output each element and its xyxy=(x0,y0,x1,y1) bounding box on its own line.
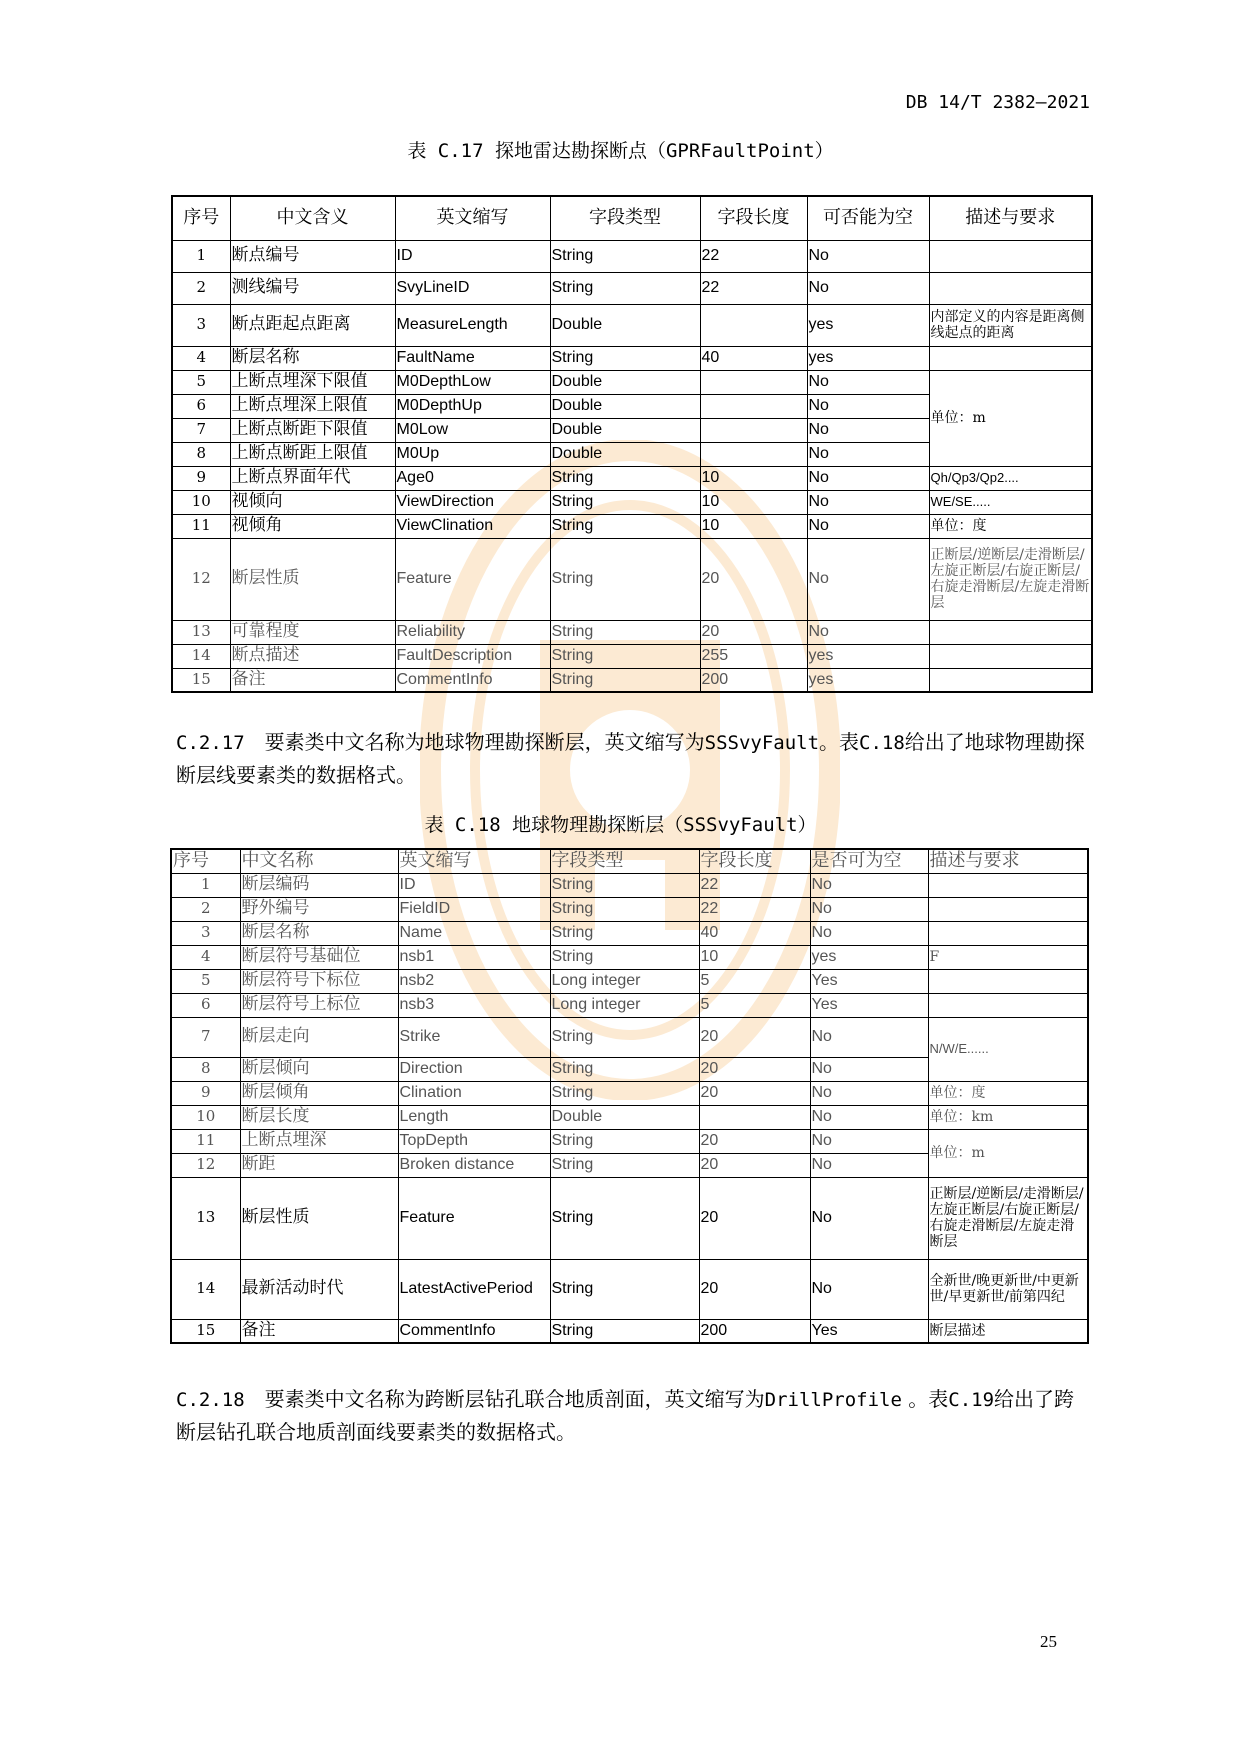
caption-title: 地球物理勘探断层 xyxy=(512,814,665,836)
row-desc: N/W/E...... xyxy=(928,1017,1088,1081)
row-en-abbr: Direction xyxy=(398,1057,550,1081)
row-no: 4 xyxy=(171,945,240,969)
row-no: 12 xyxy=(172,538,230,620)
row-desc: 单位：度 xyxy=(929,514,1092,538)
row-type: String xyxy=(550,514,700,538)
row-type: Double xyxy=(550,304,700,346)
row-cn-name: 视倾角 xyxy=(230,514,395,538)
table-row xyxy=(172,538,1092,620)
row-length: 200 xyxy=(699,1319,810,1343)
row-nullable: No xyxy=(810,1153,928,1177)
row-no: 4 xyxy=(172,346,230,370)
table-row xyxy=(172,240,1092,272)
table-row xyxy=(171,921,1088,945)
row-cn-name: 断层倾角 xyxy=(240,1081,398,1105)
row-en-abbr: TopDepth xyxy=(398,1129,550,1153)
table-row xyxy=(171,1105,1088,1129)
row-length: 20 xyxy=(699,1259,810,1319)
row-no: 13 xyxy=(172,620,230,644)
row-cn-name: 断点距起点距离 xyxy=(230,304,395,346)
table-ref: C.18 xyxy=(859,732,905,754)
row-nullable: No xyxy=(807,466,929,490)
row-en-abbr: FieldID xyxy=(398,897,550,921)
row-en-abbr: Age0 xyxy=(395,466,550,490)
row-nullable: Yes xyxy=(810,993,928,1017)
feature-code: SSSvyFault xyxy=(704,732,820,754)
paragraph-text: 给出了跨断层钻孔联合地质剖面线要素类的数据格式。 xyxy=(176,1387,1075,1444)
row-desc: WE/SE..... xyxy=(929,490,1092,514)
row-nullable: No xyxy=(807,394,929,418)
row-nullable: No xyxy=(807,418,929,442)
row-length: 20 xyxy=(699,1153,810,1177)
row-nullable: Yes xyxy=(810,969,928,993)
row-no: 5 xyxy=(172,370,230,394)
row-en-abbr: Broken distance xyxy=(398,1153,550,1177)
row-desc: 单位：m xyxy=(928,1129,1088,1177)
table-header-row xyxy=(171,849,1088,873)
row-en-abbr: Feature xyxy=(395,538,550,620)
row-desc xyxy=(929,668,1092,692)
row-en-abbr: Feature xyxy=(398,1177,550,1259)
clause-label: C.2.17 xyxy=(176,732,245,754)
row-cn-name: 测线编号 xyxy=(230,272,395,304)
row-desc xyxy=(929,644,1092,668)
row-length: 5 xyxy=(699,993,810,1017)
row-length: 10 xyxy=(699,945,810,969)
table-row xyxy=(171,897,1088,921)
row-type: Double xyxy=(550,394,700,418)
table-row xyxy=(172,620,1092,644)
row-length: 20 xyxy=(699,1017,810,1057)
row-type: String xyxy=(550,1319,699,1343)
row-nullable: yes xyxy=(807,644,929,668)
row-nullable: No xyxy=(810,1259,928,1319)
row-nullable: No xyxy=(810,1105,928,1129)
row-length: 5 xyxy=(699,969,810,993)
table-row xyxy=(171,945,1088,969)
caption-prefix: 表 C.18 xyxy=(424,814,513,836)
feature-code: DrillProfile xyxy=(764,1389,902,1411)
row-cn-name: 断层倾向 xyxy=(240,1057,398,1081)
header-cell: 描述与要求 xyxy=(929,196,1092,240)
row-cn-name: 断层性质 xyxy=(240,1177,398,1259)
table-row xyxy=(172,644,1092,668)
row-en-abbr: Clination xyxy=(398,1081,550,1105)
row-type: String xyxy=(550,1177,699,1259)
table-row xyxy=(172,346,1092,370)
row-cn-name: 断层编码 xyxy=(240,873,398,897)
table-row xyxy=(171,873,1088,897)
row-en-abbr: M0DepthLow xyxy=(395,370,550,394)
row-cn-name: 断层长度 xyxy=(240,1105,398,1129)
row-en-abbr: ViewClination xyxy=(395,514,550,538)
row-desc: 单位：度 xyxy=(928,1081,1088,1105)
row-desc: F xyxy=(928,945,1088,969)
row-en-abbr: FaultName xyxy=(395,346,550,370)
row-nullable: No xyxy=(810,921,928,945)
row-length: 40 xyxy=(699,921,810,945)
row-type: String xyxy=(550,240,700,272)
caption-prefix: 表 C.17 xyxy=(407,140,495,162)
table-c17-caption xyxy=(0,136,1241,163)
row-length xyxy=(700,418,807,442)
row-desc: 单位：km xyxy=(928,1105,1088,1129)
row-length xyxy=(699,1105,810,1129)
row-nullable: No xyxy=(807,490,929,514)
table-row xyxy=(172,514,1092,538)
row-cn-name: 断距 xyxy=(240,1153,398,1177)
paragraph-text: 。表 xyxy=(819,730,860,754)
row-desc xyxy=(928,921,1088,945)
row-en-abbr: Length xyxy=(398,1105,550,1129)
row-en-abbr: FaultDescription xyxy=(395,644,550,668)
row-length xyxy=(700,304,807,346)
row-type: String xyxy=(550,1017,699,1057)
row-en-abbr: M0Up xyxy=(395,442,550,466)
header-cell: 中文名称 xyxy=(240,849,398,873)
row-desc xyxy=(928,873,1088,897)
table-row xyxy=(171,1319,1088,1343)
row-cn-name: 断层走向 xyxy=(240,1017,398,1057)
header-cell: 英文缩写 xyxy=(398,849,550,873)
row-cn-name: 断层名称 xyxy=(240,921,398,945)
row-type: String xyxy=(550,272,700,304)
table-c17 xyxy=(171,195,1093,693)
row-length: 22 xyxy=(699,873,810,897)
row-no: 8 xyxy=(172,442,230,466)
table-c18 xyxy=(170,848,1089,1344)
row-type: String xyxy=(550,1259,699,1319)
row-en-abbr: SvyLineID xyxy=(395,272,550,304)
row-length: 10 xyxy=(700,514,807,538)
row-en-abbr: Reliability xyxy=(395,620,550,644)
row-cn-name: 最新活动时代 xyxy=(240,1259,398,1319)
row-no: 8 xyxy=(171,1057,240,1081)
row-no: 12 xyxy=(171,1153,240,1177)
row-type: String xyxy=(550,897,699,921)
row-length: 10 xyxy=(700,490,807,514)
row-no: 14 xyxy=(171,1259,240,1319)
row-length: 20 xyxy=(699,1057,810,1081)
row-nullable: No xyxy=(807,538,929,620)
row-desc: 单位：m xyxy=(929,370,1092,466)
row-no: 11 xyxy=(172,514,230,538)
caption-code: （SSSvyFault） xyxy=(664,814,817,836)
row-nullable: yes xyxy=(810,945,928,969)
row-length xyxy=(700,442,807,466)
row-cn-name: 上断点埋深上限值 xyxy=(230,394,395,418)
row-desc xyxy=(929,620,1092,644)
row-type: Double xyxy=(550,370,700,394)
row-cn-name: 上断点埋深下限值 xyxy=(230,370,395,394)
row-no: 3 xyxy=(172,304,230,346)
row-nullable: yes xyxy=(807,346,929,370)
row-type: String xyxy=(550,945,699,969)
row-cn-name: 视倾向 xyxy=(230,490,395,514)
header-cell: 描述与要求 xyxy=(928,849,1088,873)
row-nullable: No xyxy=(807,272,929,304)
row-nullable: Yes xyxy=(810,1319,928,1343)
clause-label: C.2.18 xyxy=(176,1389,245,1411)
row-cn-name: 断层性质 xyxy=(230,538,395,620)
row-no: 5 xyxy=(171,969,240,993)
header-cell: 字段类型 xyxy=(550,849,699,873)
row-cn-name: 野外编号 xyxy=(240,897,398,921)
row-en-abbr: Name xyxy=(398,921,550,945)
row-type: Long integer xyxy=(550,993,699,1017)
row-length: 20 xyxy=(699,1129,810,1153)
row-length: 200 xyxy=(700,668,807,692)
row-cn-name: 断点描述 xyxy=(230,644,395,668)
row-cn-name: 上断点断距下限值 xyxy=(230,418,395,442)
row-no: 7 xyxy=(172,418,230,442)
row-length xyxy=(700,370,807,394)
table-row xyxy=(171,1259,1088,1319)
row-cn-name: 断层符号上标位 xyxy=(240,993,398,1017)
row-en-abbr: nsb3 xyxy=(398,993,550,1017)
table-row xyxy=(172,490,1092,514)
row-no: 9 xyxy=(171,1081,240,1105)
table-row xyxy=(171,969,1088,993)
row-en-abbr: LatestActivePeriod xyxy=(398,1259,550,1319)
row-no: 6 xyxy=(171,993,240,1017)
row-length: 40 xyxy=(700,346,807,370)
row-en-abbr: M0Low xyxy=(395,418,550,442)
paragraph-text: 要素类中文名称为跨断层钻孔联合地质剖面，英文缩写为 xyxy=(244,1387,765,1411)
row-nullable: No xyxy=(810,1057,928,1081)
table-header-row xyxy=(172,196,1092,240)
row-no: 6 xyxy=(172,394,230,418)
row-desc: 断层描述 xyxy=(928,1319,1088,1343)
row-en-abbr: CommentInfo xyxy=(395,668,550,692)
row-type: Double xyxy=(550,442,700,466)
row-type: String xyxy=(550,346,700,370)
caption-code: （GPRFaultPoint） xyxy=(646,140,834,162)
row-desc xyxy=(929,240,1092,272)
row-desc xyxy=(929,272,1092,304)
row-cn-name: 上断点埋深 xyxy=(240,1129,398,1153)
row-nullable: yes xyxy=(807,304,929,346)
page-number: 25 xyxy=(1040,1632,1057,1651)
row-desc: Qh/Qp3/Qp2.... xyxy=(929,466,1092,490)
row-type: String xyxy=(550,1081,699,1105)
header-cell: 中文含义 xyxy=(230,196,395,240)
row-type: Double xyxy=(550,418,700,442)
paragraph-text: 给出了地球物理勘探断层线要素类的数据格式。 xyxy=(176,730,1085,787)
row-desc xyxy=(928,969,1088,993)
row-type: String xyxy=(550,873,699,897)
table-row xyxy=(171,1129,1088,1153)
header-cell: 字段长度 xyxy=(700,196,807,240)
row-en-abbr: CommentInfo xyxy=(398,1319,550,1343)
table-ref: C.19 xyxy=(948,1389,995,1411)
row-no: 13 xyxy=(171,1177,240,1259)
row-desc: 正断层/逆断层/走滑断层/左旋正断层/右旋正断层/右旋走滑断层/左旋走滑断层 xyxy=(928,1177,1088,1259)
header-cell: 字段类型 xyxy=(550,196,700,240)
row-nullable: yes xyxy=(807,668,929,692)
paragraph-text: 。表 xyxy=(901,1387,949,1411)
row-en-abbr: ID xyxy=(398,873,550,897)
header-cell: 英文缩写 xyxy=(395,196,550,240)
paragraph-text: 要素类中文名称为地球物理勘探断层，英文缩写为 xyxy=(244,730,705,754)
table-row xyxy=(171,1017,1088,1057)
paragraph-c2-17 xyxy=(176,726,1086,791)
row-cn-name: 断层符号基础位 xyxy=(240,945,398,969)
row-no: 2 xyxy=(171,897,240,921)
row-no: 10 xyxy=(172,490,230,514)
row-desc: 内部定义的内容是距离侧线起点的距离 xyxy=(929,304,1092,346)
row-desc xyxy=(928,993,1088,1017)
row-length xyxy=(700,394,807,418)
row-en-abbr: ViewDirection xyxy=(395,490,550,514)
row-cn-name: 备注 xyxy=(230,668,395,692)
table-row xyxy=(171,1177,1088,1259)
header-cell: 序号 xyxy=(171,849,240,873)
row-cn-name: 上断点界面年代 xyxy=(230,466,395,490)
header-cell: 是否可为空 xyxy=(810,849,928,873)
row-no: 9 xyxy=(172,466,230,490)
header-cell: 序号 xyxy=(172,196,230,240)
row-no: 3 xyxy=(171,921,240,945)
row-type: String xyxy=(550,490,700,514)
row-no: 7 xyxy=(171,1017,240,1057)
row-type: String xyxy=(550,538,700,620)
table-row xyxy=(172,370,1092,394)
row-nullable: No xyxy=(807,514,929,538)
row-type: String xyxy=(550,668,700,692)
paragraph-c2-18 xyxy=(176,1383,1086,1448)
row-type: String xyxy=(550,1153,699,1177)
row-length: 20 xyxy=(700,620,807,644)
row-type: String xyxy=(550,620,700,644)
row-no: 15 xyxy=(171,1319,240,1343)
row-length: 22 xyxy=(699,897,810,921)
row-desc: 正断层/逆断层/走滑断层/左旋正断层/右旋正断层/右旋走滑断层/左旋走滑断层 xyxy=(929,538,1092,620)
row-cn-name: 断层名称 xyxy=(230,346,395,370)
row-cn-name: 上断点断距上限值 xyxy=(230,442,395,466)
table-row xyxy=(171,1081,1088,1105)
row-en-abbr: Strike xyxy=(398,1017,550,1057)
row-length: 20 xyxy=(699,1177,810,1259)
row-type: Long integer xyxy=(550,969,699,993)
row-cn-name: 备注 xyxy=(240,1319,398,1343)
row-no: 11 xyxy=(171,1129,240,1153)
table-row xyxy=(172,466,1092,490)
row-length: 22 xyxy=(700,240,807,272)
row-nullable: No xyxy=(807,620,929,644)
row-desc xyxy=(928,897,1088,921)
row-type: String xyxy=(550,1057,699,1081)
row-no: 1 xyxy=(171,873,240,897)
row-length: 255 xyxy=(700,644,807,668)
row-desc xyxy=(929,346,1092,370)
row-nullable: No xyxy=(810,1081,928,1105)
table-c18-caption xyxy=(0,810,1241,837)
row-en-abbr: ID xyxy=(395,240,550,272)
row-nullable: No xyxy=(810,897,928,921)
row-length: 20 xyxy=(699,1081,810,1105)
row-cn-name: 断点编号 xyxy=(230,240,395,272)
row-nullable: No xyxy=(807,370,929,394)
row-en-abbr: M0DepthUp xyxy=(395,394,550,418)
row-no: 15 xyxy=(172,668,230,692)
table-row xyxy=(172,668,1092,692)
row-nullable: No xyxy=(810,1129,928,1153)
row-cn-name: 可靠程度 xyxy=(230,620,395,644)
table-row xyxy=(171,993,1088,1017)
standard-code: DB 14/T 2382—2021 xyxy=(905,92,1090,113)
row-no: 2 xyxy=(172,272,230,304)
row-length: 20 xyxy=(700,538,807,620)
row-no: 1 xyxy=(172,240,230,272)
row-no: 10 xyxy=(171,1105,240,1129)
row-en-abbr: nsb2 xyxy=(398,969,550,993)
table-row xyxy=(172,304,1092,346)
row-type: String xyxy=(550,466,700,490)
row-type: String xyxy=(550,1129,699,1153)
row-length: 22 xyxy=(700,272,807,304)
row-en-abbr: MeasureLength xyxy=(395,304,550,346)
header-cell: 可否能为空 xyxy=(807,196,929,240)
row-no: 14 xyxy=(172,644,230,668)
row-type: String xyxy=(550,921,699,945)
header-cell: 字段长度 xyxy=(699,849,810,873)
row-type: String xyxy=(550,644,700,668)
row-length: 10 xyxy=(700,466,807,490)
row-nullable: No xyxy=(810,873,928,897)
row-type: Double xyxy=(550,1105,699,1129)
row-nullable: No xyxy=(807,442,929,466)
caption-title: 探地雷达勘探断点 xyxy=(494,140,647,162)
row-nullable: No xyxy=(807,240,929,272)
row-en-abbr: nsb1 xyxy=(398,945,550,969)
row-nullable: No xyxy=(810,1017,928,1057)
row-desc: 全新世/晚更新世/中更新世/早更新世/前第四纪 xyxy=(928,1259,1088,1319)
row-cn-name: 断层符号下标位 xyxy=(240,969,398,993)
row-nullable: No xyxy=(810,1177,928,1259)
table-row xyxy=(172,272,1092,304)
